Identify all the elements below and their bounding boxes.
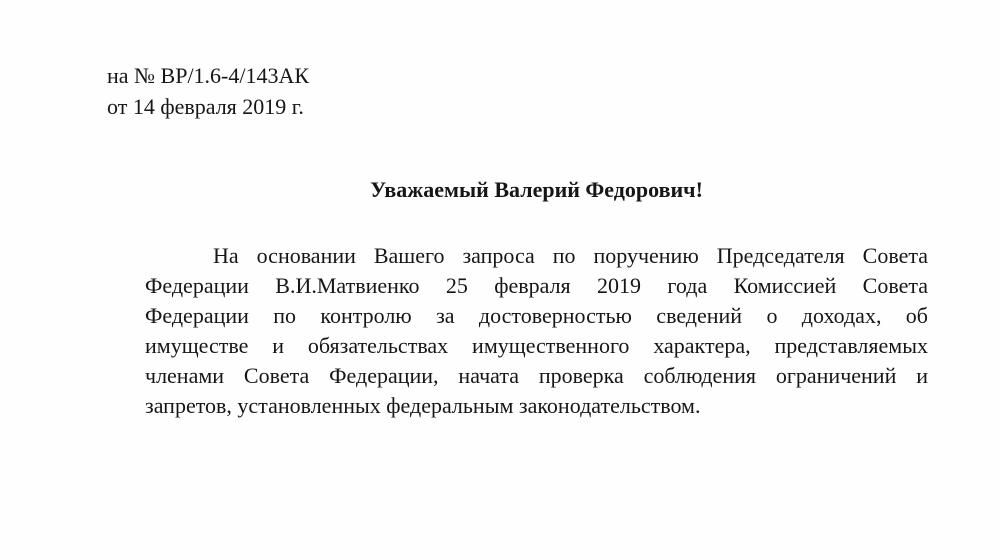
letter-body-paragraph: [145, 241, 928, 421]
reference-number: на № ВР/1.6-4/143АК: [107, 63, 310, 88]
reference-block: [107, 60, 309, 122]
salutation: Уважаемый Валерий Федорович!: [370, 177, 703, 202]
body-line: Федерации по контролю за достоверностью сведений о доходах, об: [145, 303, 928, 328]
body-line: Федерации В.И.Матвиенко 25 февраля 2019 года Комиссией Совета: [145, 273, 928, 298]
body-line: запретов, установленных федеральным законодательством.: [145, 393, 701, 418]
body-line: членами Совета Федерации, начата проверка соблюдения ограничений и: [145, 363, 928, 388]
body-line: На основании Вашего запроса по поручению Председателя Совета: [213, 243, 928, 268]
body-line: имуществе и обязательствах имущественного характера, представляемых: [145, 333, 928, 358]
reference-date: от 14 февраля 2019 г.: [107, 94, 304, 119]
